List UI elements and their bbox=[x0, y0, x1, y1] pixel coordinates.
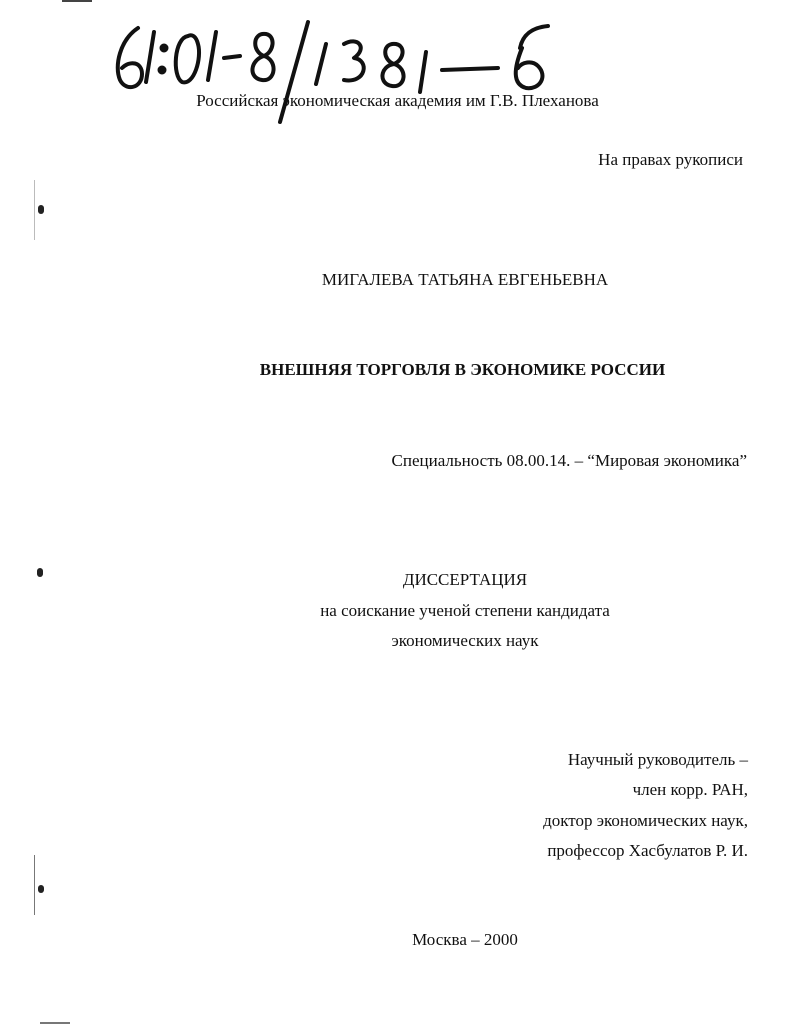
supervisor-line-3: доктор экономических наук, bbox=[543, 811, 748, 830]
supervisor-line-1: Научный руководитель – bbox=[567, 750, 748, 769]
supervisor-line-2: член корр. РАН, bbox=[632, 780, 748, 799]
degree-line-1: на соискание ученой степени кандидата bbox=[320, 601, 610, 620]
scan-dot-2 bbox=[37, 568, 43, 577]
author-name: МИГАЛЕВА ТАТЬЯНА ЕВГЕНЬЕВНА bbox=[321, 270, 609, 289]
supervisor-line-4: профессор Хасбулатов Р. И. bbox=[547, 841, 748, 860]
scan-dot-3 bbox=[38, 885, 44, 893]
dissertation-title: ВНЕШНЯЯ ТОРГОВЛЯ В ЭКОНОМИКЕ РОССИИ bbox=[259, 360, 666, 379]
scan-top-mark bbox=[62, 0, 92, 2]
scan-dot-1 bbox=[38, 205, 44, 214]
scan-bottom-mark bbox=[40, 1022, 70, 1024]
degree-line-2: экономических наук bbox=[391, 631, 539, 650]
handwritten-archive-number bbox=[108, 18, 578, 128]
scan-edge-line-1 bbox=[34, 855, 35, 915]
dissertation-heading: ДИССЕРТАЦИЯ bbox=[402, 570, 528, 589]
specialty: Специальность 08.00.14. – “Мировая экономика” bbox=[391, 451, 747, 470]
manuscript-rights-note: На правах рукописи bbox=[598, 150, 743, 169]
place-and-year: Москва – 2000 bbox=[412, 930, 518, 949]
scan-edge-line-2 bbox=[34, 180, 35, 240]
academy-name: Российская экономическая академия им Г.В. Плеханова bbox=[196, 91, 599, 110]
